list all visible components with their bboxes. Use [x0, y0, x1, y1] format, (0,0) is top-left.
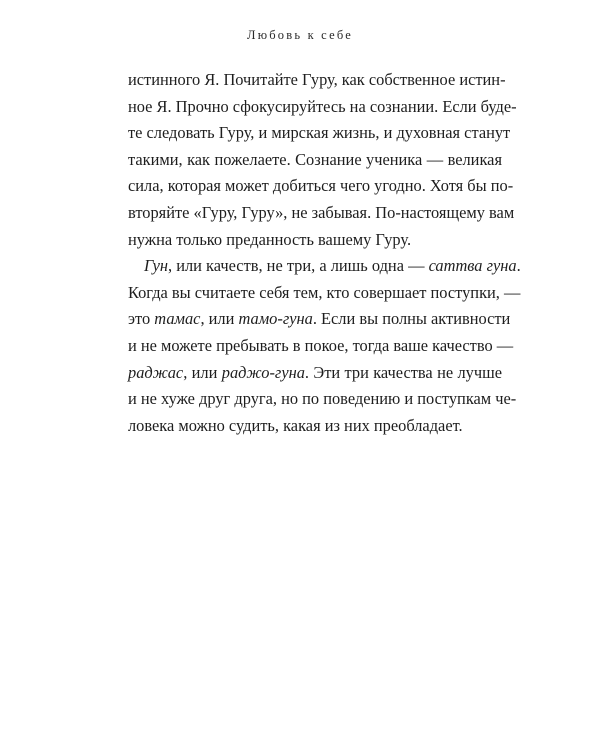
text-line: раджас, или раджо-гуна. Эти три качества не лучше [128, 362, 502, 382]
text-line: и не хуже друг друга, но по поведению и поступкам че- [128, 389, 517, 409]
paragraph-2 [128, 253, 521, 439]
text-line: нужна только преданность вашему Гуру. [128, 229, 412, 249]
text-line: те следовать Гуру, и мирская жизнь, и духовная станут [128, 123, 511, 143]
running-head: Любовь к себе [247, 28, 353, 42]
body-text [128, 67, 521, 439]
text-line: истинного Я. Почитайте Гуру, как собственное истин- [128, 70, 506, 89]
text-line: и не можете пребывать в покое, тогда ваше качество — [128, 335, 514, 355]
text-line: Гун, или качеств, не три, а лишь одна — саттва гуна. [144, 256, 521, 276]
text-line: это тамас, или тамо-гуна. Если вы полны активности [128, 309, 511, 329]
paragraph-1 [128, 67, 517, 253]
text-line: вторяйте «Гуру, Гуру», не забывая. По-настоящему вам [128, 202, 515, 222]
text-line: ловека можно судить, какая из них преобладает. [128, 415, 463, 435]
text-line: Когда вы считаете себя тем, кто совершает поступки, — [128, 282, 521, 302]
text-line: сила, которая может добиться чего угодно. Хотя бы по- [128, 176, 514, 196]
text-line: такими, как пожелаете. Сознание ученика — великая [128, 149, 502, 169]
text-line: ное Я. Прочно сфокусируйтесь на сознании. Если буде- [128, 96, 517, 116]
